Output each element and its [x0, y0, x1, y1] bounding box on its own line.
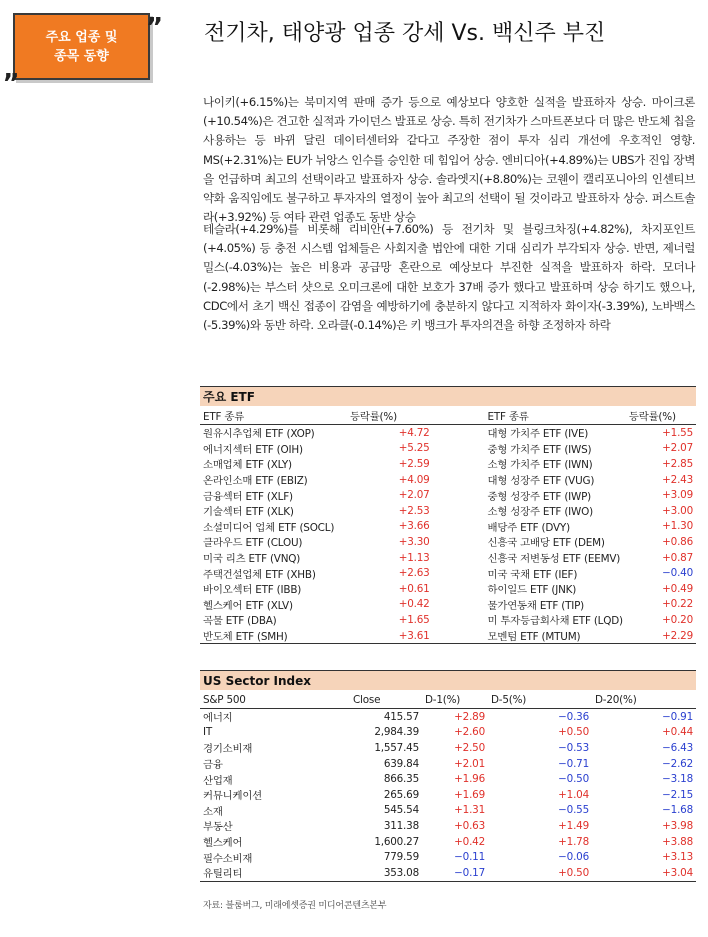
etf-change-right: +0.22 — [662, 598, 693, 611]
etf-row — [200, 612, 696, 628]
sector-d1: +0.63 — [454, 819, 485, 832]
etf-change-left: +4.09 — [398, 473, 430, 486]
etf-name-right: 신흥국 저변동성 ETF (EEMV) — [487, 553, 621, 566]
us-header-d5: D-5(%) — [488, 691, 592, 709]
page-title: 전기차, 태양광 업종 강세 Vs. 백신주 부진 — [204, 21, 606, 46]
etf-name-right: 신흥국 고배당 ETF (DEM) — [487, 537, 605, 550]
etf-change-right: +3.09 — [662, 489, 693, 502]
sector-d20: +3.98 — [662, 819, 693, 832]
sector-row — [200, 818, 696, 834]
etf-name-left: 미국 리츠 ETF (VNQ) — [203, 553, 301, 566]
source-note: 자료: 블룸버그, 미래에셋증권 미디어콘텐츠본부 — [203, 901, 387, 911]
etf-change-left: +3.66 — [398, 520, 430, 533]
etf-name-left: 금융섹터 ETF (XLF) — [203, 490, 293, 503]
sector-close: 866.35 — [383, 773, 419, 786]
sector-d20: −2.15 — [662, 788, 693, 801]
sector-row — [200, 849, 696, 865]
etf-name-right: 소형 가치주 ETF (IWN) — [487, 459, 593, 472]
sector-d20: +3.13 — [662, 851, 693, 864]
us-header-d20: D-20(%) — [592, 691, 696, 709]
etf-change-right: +0.20 — [662, 613, 693, 626]
etf-header-change-right: 등락률(%) — [626, 407, 696, 425]
badge-line-2: 종목 동향 — [54, 48, 109, 64]
us-header-d1: D-1(%) — [422, 691, 488, 709]
sector-d5: −0.36 — [558, 710, 589, 723]
sector-d1: −0.17 — [422, 865, 488, 881]
sector-row — [200, 756, 696, 772]
etf-header-row — [200, 407, 696, 425]
sector-name: 커뮤니케이션 — [203, 790, 263, 803]
sector-d1: +0.42 — [454, 835, 485, 848]
sector-d5: +1.49 — [558, 819, 589, 832]
etf-change-right: +1.55 — [662, 426, 693, 439]
etf-change-left: +0.61 — [398, 582, 430, 595]
close-quote-mark: ” — [146, 13, 164, 43]
sector-row — [200, 865, 696, 881]
etf-name-right: 중형 가치주 ETF (IWS) — [487, 443, 592, 456]
sector-d5: +0.50 — [558, 726, 589, 739]
sector-name: IT — [203, 726, 213, 739]
etf-change-left: +3.61 — [347, 628, 432, 644]
etf-name-left: 소셜미디어 업체 ETF (SOCL) — [203, 521, 335, 534]
sector-d20: +0.44 — [662, 726, 693, 739]
sector-close: 1,557.45 — [374, 741, 419, 754]
sector-name: 유틸리티 — [200, 865, 350, 881]
sector-d20: +3.88 — [662, 835, 693, 848]
etf-row — [200, 487, 696, 503]
etf-name-right: 배당주 ETF (DVY) — [487, 521, 570, 534]
etf-row — [200, 597, 696, 613]
etf-section-title: 주요 ETF — [200, 386, 696, 406]
paragraph-1: 나이키(+6.15%)는 북미지역 판매 증가 등으로 예상보다 양호한 실적을 발표하자 상승. 마이크론(+10.54%)은 견고한 실적과 가이던스 발표로 상승. 특히 전기차가 스마트폰보다 더 많은 반도체 칩을 사용하는 등 바뀌 달린 데이터센터와 같다고 주장한 점이 투자 심리 개선에 우호적인 영향. MS(+2.31%)는 EU가 뉘앙스 인수를 승인한 데 힘입어 상승. 엔비디아(+4.89%)는 UBS가 진입 장벽을 언급하며 최고의 선택이라고 발표하자 상승. 솔라엣지(+8.80%)는 코웬이 캘리포니아의 인센티브 약화 움직임에도 불구하고 투자자의 열정이 높아 최고의 선택이 될 것이라고 발표하자 상승. 퍼스트솔라(+3.92%) 등 여타 관련 업종도 동반 상승 — [203, 95, 695, 225]
etf-row — [200, 441, 696, 457]
etf-change-right: +2.43 — [662, 473, 693, 486]
sector-close: 353.08 — [350, 865, 422, 881]
us-header-close: Close — [350, 691, 422, 709]
etf-change-left: +2.59 — [398, 457, 430, 470]
sector-d1: +2.60 — [454, 726, 485, 739]
etf-name-right: 대형 성장주 ETF (VUG) — [487, 475, 595, 488]
sector-close: 545.54 — [383, 804, 419, 817]
etf-name-left: 기술섹터 ETF (XLK) — [203, 506, 294, 519]
sector-d5: −0.50 — [558, 773, 589, 786]
etf-name-left: 원유시추업체 ETF (XOP) — [203, 428, 315, 441]
sector-close: 639.84 — [383, 757, 419, 770]
sector-d1: +1.69 — [454, 788, 485, 801]
etf-name-left: 에너지섹터 ETF (OIH) — [203, 443, 303, 456]
sector-close: 311.38 — [383, 819, 419, 832]
sector-close: 415.57 — [383, 710, 419, 723]
etf-name-left: 온라인소매 ETF (EBIZ) — [203, 475, 308, 488]
etf-name-right: 미국 국채 ETF (IEF) — [487, 568, 578, 581]
sector-d1: +2.50 — [454, 741, 485, 754]
etf-name-left: 바이오섹터 ETF (IBB) — [203, 584, 302, 597]
badge-line-1: 주요 업종 및 — [45, 29, 118, 45]
sector-name: 산업재 — [203, 774, 233, 787]
etf-row — [200, 581, 696, 597]
etf-row — [200, 565, 696, 581]
sector-d1: −0.11 — [454, 851, 485, 864]
etf-name-right: 소형 성장주 ETF (IWO) — [487, 506, 593, 519]
etf-change-right: +0.87 — [662, 551, 693, 564]
sector-d5: −0.06 — [558, 851, 589, 864]
etf-name-right: 중형 성장주 ETF (IWP) — [487, 490, 592, 503]
etf-change-right: +0.86 — [662, 535, 693, 548]
etf-name-right: 미 투자등급회사채 ETF (LQD) — [487, 615, 623, 628]
sector-d5: +1.04 — [558, 788, 589, 801]
etf-name-right: 물가연동채 ETF (TIP) — [487, 599, 584, 612]
sector-d20: −3.18 — [662, 773, 693, 786]
etf-change-right: +2.07 — [662, 442, 693, 455]
etf-change-right: −0.40 — [662, 567, 693, 580]
etf-change-right: +2.29 — [626, 628, 696, 644]
etf-row — [200, 425, 696, 441]
sector-row — [200, 803, 696, 819]
etf-change-right: +3.00 — [662, 504, 693, 517]
sector-row — [200, 709, 696, 725]
sector-name: 필수소비재 — [203, 852, 253, 865]
etf-row — [200, 550, 696, 566]
etf-table — [200, 407, 696, 644]
etf-change-left: +5.25 — [398, 442, 430, 455]
etf-name-right: 대형 가치주 ETF (IVE) — [487, 428, 589, 441]
us-header-row — [200, 691, 696, 709]
sector-d20: −2.62 — [662, 757, 693, 770]
etf-change-left: +2.63 — [398, 567, 430, 580]
sector-d5: −0.53 — [558, 741, 589, 754]
etf-change-right: +0.49 — [662, 582, 693, 595]
sector-d5: −0.55 — [558, 804, 589, 817]
sector-d1: +2.89 — [454, 710, 485, 723]
sector-close: 2,984.39 — [374, 726, 419, 739]
us-header-index: S&P 500 — [200, 691, 350, 709]
etf-name-right: 모멘텀 ETF (MTUM) — [433, 628, 626, 644]
etf-change-left: +0.42 — [398, 598, 430, 611]
sector-d1: +2.01 — [454, 757, 485, 770]
section-badge — [13, 13, 150, 80]
sector-d5: −0.71 — [558, 757, 589, 770]
sector-name: 경기소비재 — [203, 743, 253, 756]
sector-close: 779.59 — [383, 851, 419, 864]
paragraph-2: 테슬라(+4.29%)를 비롯해 리비안(+7.60%) 등 전기차 및 블링크차징(+4.82%), 차지포인트(+4.05%) 등 충전 시스템 업체들은 사회지출 법안에 대한 기대 심리가 부각되자 상승. 반면, 제너럴 밀스(-4.03%)는 높은 비용과 공급망 혼란으로 예상보다 부진한 실적을 발표하자 하락. 모더나(-2.98%)는 부스터 샷으로 오미크론에 대한 보호가 37배 증가 했다고 발표하며 상승 하기도 했으나, CDC에서 초기 백신 접종이 감염을 예방하기에 충분하지 않다고 지적하자 화이자(-3.39%), 노바백스(-5.39%)와 동반 하락. 오라클(-0.14%)은 키 뱅크가 투자의견을 하향 조정하자 하락 — [203, 222, 695, 333]
etf-name-left: 주택건설업체 ETF (XHB) — [203, 568, 316, 581]
sector-row — [200, 787, 696, 803]
sector-d20: −1.68 — [662, 804, 693, 817]
etf-change-right: +1.30 — [662, 520, 693, 533]
sector-d1: +1.31 — [454, 804, 485, 817]
sector-row — [200, 725, 696, 741]
us-sector-section-title: US Sector Index — [200, 670, 696, 690]
sector-d5: +1.78 — [558, 835, 589, 848]
us-sector-table — [200, 691, 696, 882]
etf-header-type-right: ETF 종류 — [433, 407, 626, 425]
etf-change-left: +3.30 — [398, 535, 430, 548]
sector-name: 소재 — [203, 805, 223, 818]
sector-name: 에너지 — [203, 712, 233, 725]
etf-name-right: 하이일드 ETF (JNK) — [487, 584, 577, 597]
sector-row — [200, 740, 696, 756]
sector-close: 1,600.27 — [374, 835, 419, 848]
etf-change-left: +1.65 — [398, 613, 430, 626]
etf-header-change-left: 등락률(%) — [347, 407, 432, 425]
etf-change-left: +2.53 — [398, 504, 430, 517]
etf-header-type-left: ETF 종류 — [200, 407, 347, 425]
etf-row — [200, 456, 696, 472]
etf-row — [200, 503, 696, 519]
etf-row — [200, 472, 696, 488]
etf-name-left: 헬스케어 ETF (XLV) — [203, 599, 293, 612]
etf-name-left: 소매업체 ETF (XLY) — [203, 459, 292, 472]
etf-row — [200, 628, 696, 644]
sector-close: 265.69 — [383, 788, 419, 801]
sector-name: 헬스케어 — [203, 837, 243, 850]
etf-name-left: 곡물 ETF (DBA) — [203, 615, 277, 628]
sector-d1: +1.96 — [454, 773, 485, 786]
etf-name-left: 클라우드 ETF (CLOU) — [203, 537, 303, 550]
sector-name: 부동산 — [203, 821, 233, 834]
etf-name-left: 반도체 ETF (SMH) — [200, 628, 347, 644]
sector-d20: −0.91 — [662, 710, 693, 723]
sector-name: 금융 — [203, 759, 223, 772]
open-quote-mark: „ — [3, 55, 21, 85]
sector-d5: +0.50 — [488, 865, 592, 881]
sector-d20: −6.43 — [662, 741, 693, 754]
etf-row — [200, 519, 696, 535]
etf-change-left: +2.07 — [398, 489, 430, 502]
sector-row — [200, 834, 696, 850]
sector-row — [200, 771, 696, 787]
sector-d20: +3.04 — [592, 865, 696, 881]
etf-row — [200, 534, 696, 550]
etf-change-right: +2.85 — [662, 457, 693, 470]
etf-change-left: +4.72 — [398, 426, 430, 439]
etf-change-left: +1.13 — [398, 551, 430, 564]
